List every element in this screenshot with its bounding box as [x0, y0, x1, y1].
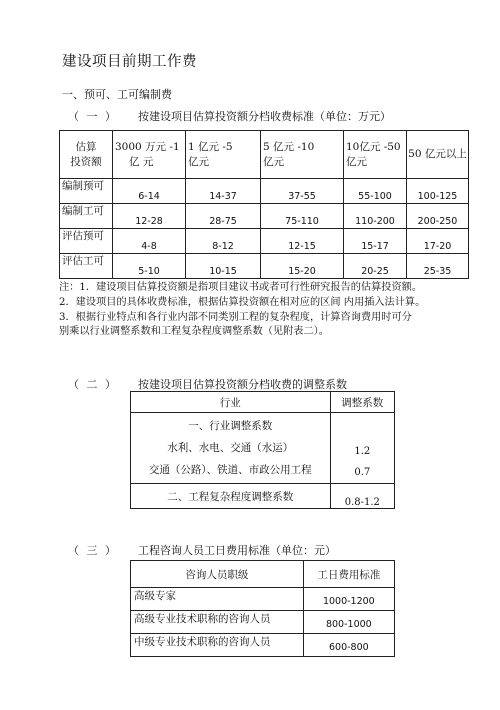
complexity-label: 二、工程复杂程度调整系数 [131, 484, 331, 509]
table-2-number: （ 二 ） [68, 378, 118, 391]
note-line: 2．建设项目的具体收费标准，根据估算投资额在相对应的区间 内用插入法计算。 [59, 297, 426, 308]
column-header-line: 10亿元 -50 [346, 140, 401, 153]
fee-cell: 37-55 [261, 179, 344, 204]
fee-cell: 17-20 [407, 229, 469, 254]
staff-level: 高级专业技术职称的咨询人员 [131, 611, 304, 634]
table-1-number: （ 一 ） [68, 110, 118, 123]
fee-cell: 15-17 [344, 229, 407, 254]
table-header-row [131, 392, 395, 413]
section-1-heading: 一、预可、工可编制费 [62, 88, 172, 101]
row-label: 评估工可 [60, 254, 113, 279]
fee-cell: 28-75 [186, 204, 261, 229]
fee-cell: 200-250 [407, 204, 469, 229]
fee-cell: 4-8 [113, 229, 186, 254]
row-header-cell [60, 131, 113, 179]
note-line: 注：1．建设项目估算投资额是指项目建议书或者可行性研究报告的估算投资额。 [59, 282, 423, 293]
daily-rate-table [130, 560, 395, 657]
column-header-line: 亿元 [263, 155, 284, 168]
industry-line: 一、行业调整系数 [188, 420, 273, 432]
row-label: 编制工可 [60, 204, 113, 229]
industry-list-cell [131, 413, 331, 484]
column-header [113, 131, 186, 179]
fee-cell: 12-15 [261, 229, 344, 254]
fee-cell: 15-20 [261, 254, 344, 279]
fee-cell: 14-37 [186, 179, 261, 204]
table-row [131, 588, 395, 611]
table-row [60, 204, 469, 229]
note-line: 别乘以行业调整系数和工程复杂程度调整系数（见附表二）。 [59, 326, 329, 337]
table-3-caption-line [68, 542, 336, 558]
staff-level: 中级专业技术职称的咨询人员 [131, 634, 304, 657]
row-header-line-1: 估算 [75, 140, 97, 153]
fee-cell: 10-15 [186, 254, 261, 279]
table-1-caption: 按建设项目估算投资额分档收费标准（单位：万元） [138, 110, 391, 123]
adjustment-factor-table [130, 391, 395, 509]
fee-cell: 75-110 [261, 204, 344, 229]
document-title: 建设项目前期工作费 [62, 54, 197, 70]
column-header-line: 1 亿元 -5 [188, 140, 233, 153]
row-label: 编制预可 [60, 179, 113, 204]
fee-cell: 100-125 [407, 179, 469, 204]
fee-cell: 5-10 [113, 254, 186, 279]
column-header-line: 5 亿元 -10 [263, 140, 315, 153]
daily-fee: 600-800 [303, 634, 394, 657]
table-row [60, 229, 469, 254]
column-header [407, 131, 469, 179]
industry-line: 水利、水电、交通（水运） [167, 442, 294, 454]
table-row [131, 611, 395, 634]
fee-cell: 55-100 [344, 179, 407, 204]
column-header [186, 131, 261, 179]
table-3-caption: 工程咨询人员工日费用标准（单位：元） [138, 544, 336, 557]
column-header [261, 131, 344, 179]
header-level: 咨询人员职级 [131, 561, 304, 588]
investment-fee-table [59, 130, 469, 279]
column-header-line: 亿 元 [129, 155, 154, 168]
note-line: 3．根据行业特点和各行业内部不同类别工程的复杂程度，计算咨询费用时可分 [59, 312, 412, 323]
fee-cell: 12-28 [113, 204, 186, 229]
column-header-line: 3000 万元 -1 [115, 140, 180, 153]
table-row [131, 484, 395, 509]
table-1-caption-line [68, 108, 391, 124]
table-3-number: （ 三 ） [68, 544, 118, 557]
fee-cell: 25-35 [407, 254, 469, 279]
header-fee: 工日费用标准 [303, 561, 394, 588]
column-header-line: 亿元 [188, 155, 209, 168]
table-2-caption: 按建设项目估算投资额分档收费的调整系数 [138, 378, 347, 391]
complexity-value: 0.8-1.2 [330, 484, 394, 509]
table-header-row [131, 561, 395, 588]
row-label: 评估预可 [60, 229, 113, 254]
column-header-line: 50 亿元以上 [408, 148, 467, 160]
table-row [60, 254, 469, 279]
fee-cell: 8-12 [186, 229, 261, 254]
table-row [131, 413, 395, 484]
column-header [344, 131, 407, 179]
header-industry: 行业 [131, 392, 331, 413]
daily-fee: 800-1000 [303, 611, 394, 634]
row-header-line-2: 投资额 [70, 155, 102, 168]
table-header-row [60, 131, 469, 179]
header-factor: 调整系数 [330, 392, 394, 413]
fee-cell: 20-25 [344, 254, 407, 279]
factor-value: 0.7 [354, 467, 371, 478]
factor-value: 1.2 [354, 446, 371, 457]
table-row [60, 179, 469, 204]
table-2-caption-line [68, 376, 347, 392]
daily-fee: 1000-1200 [303, 588, 394, 611]
fee-cell: 6-14 [113, 179, 186, 204]
fee-cell: 110-200 [344, 204, 407, 229]
column-header-line: 亿元 [346, 155, 367, 168]
table-row [131, 634, 395, 657]
industry-line: 交通（公路）、铁道、市政公用工程 [148, 464, 312, 476]
factor-list-cell [330, 413, 394, 484]
staff-level: 高级专家 [131, 588, 304, 611]
